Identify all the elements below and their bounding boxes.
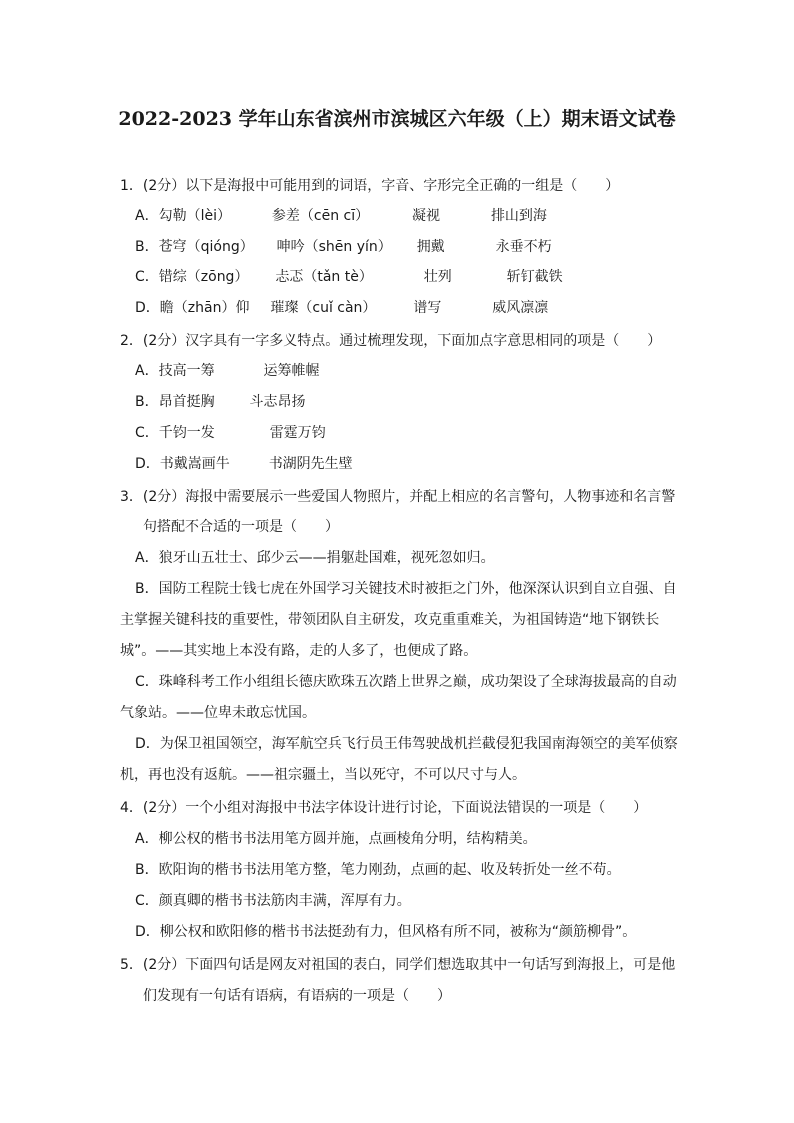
question-1-stem: 1．(2分）以下是海报中可能用到的词语，字音、字形完全正确的一组是（ ） xyxy=(120,178,620,194)
question-3-option-d-cont: 机，再也没有返航。——祖宗疆土，当以死守，不可以尺寸与人。 xyxy=(120,767,526,783)
question-2-option-c xyxy=(135,424,326,442)
question-3-stem-cont: 句搭配不合适的一项是（ ） xyxy=(143,519,339,535)
question-4-option-c: C．颜真卿的楷书书法筋肉丰满，浑厚有力。 xyxy=(135,893,411,909)
question-2-stem: 2．(2分）汉字具有一字多义特点。通过梳理发现，下面加点字意思相同的项是（ ） xyxy=(120,333,662,349)
option-word-2: 凝视 xyxy=(412,208,441,224)
question-3-option-b-cont: 城”。——其实地上本没有路，走的人多了，也便成了路。 xyxy=(120,643,478,659)
question-3-option-a: A．狼牙山五壮士、邱少云——捐躯赴国难，视死忽如归。 xyxy=(135,550,495,566)
question-4-stem: 4．(2分）一个小组对海报中书法字体设计进行讨论，下面说法错误的一项是（ ） xyxy=(120,800,648,816)
exam-title: 2022-2023 学年山东省滨州市滨城区六年级（上）期末语文试卷 xyxy=(118,108,676,130)
question-1-option-a xyxy=(135,207,547,225)
option-label: D．书戴嵩画牛 xyxy=(135,456,230,472)
question-4-option-d: D．柳公权和欧阳修的楷书书法挺劲有力，但风格有所不同，被称为“颜筋柳骨”。 xyxy=(135,924,637,940)
option-label: A．技高一筹 xyxy=(135,363,215,379)
question-3-option-c: C．珠峰科考工作小组组长德庆欧珠五次踏上世界之巅，成功架设了全球海拔最高的自动 xyxy=(135,674,677,690)
option-word-3: 威风凛凛 xyxy=(492,300,549,316)
option-word-2: 壮列 xyxy=(423,269,452,285)
option-label: B．昂首挺胸 xyxy=(135,394,215,410)
option-word-1: 运筹帷幄 xyxy=(263,363,320,379)
option-word-1: 书湖阴先生壁 xyxy=(268,456,353,472)
option-word-1: 参差（cēn cī） xyxy=(271,208,370,224)
question-2-option-b xyxy=(135,393,306,411)
option-label: C．千钧一发 xyxy=(135,425,215,441)
option-label: B．苍穹（qióng） xyxy=(135,239,254,255)
question-4-option-b: B．欧阳询的楷书书法用笔方整，笔力刚劲，点画的起、收及转折处一丝不苟。 xyxy=(135,862,621,878)
option-word-1: 忐忑（tǎn tè） xyxy=(275,269,373,285)
option-word-2: 谱写 xyxy=(413,300,442,316)
option-word-3: 永垂不朽 xyxy=(495,239,552,255)
option-word-3: 斩钉截铁 xyxy=(506,269,563,285)
question-5-stem: 5．(2分）下面四句话是网友对祖国的表白，同学们想选取其中一句话写到海报上，可是他 xyxy=(120,957,676,973)
option-word-3: 排山到海 xyxy=(490,208,547,224)
question-3-stem: 3．(2分）海报中需要展示一些爱国人物照片，并配上相应的名言警句，人物事迹和名言警 xyxy=(120,489,676,505)
question-1-option-d xyxy=(135,299,548,317)
option-word-1: 斗志昂扬 xyxy=(249,394,306,410)
question-2-option-d xyxy=(135,455,353,473)
question-3-option-d: D．为保卫祖国领空，海军航空兵飞行员王伟驾驶战机拦截侵犯我国南海领空的美军侦察 xyxy=(135,736,678,752)
option-word-2: 拥戴 xyxy=(416,239,445,255)
question-4-option-a: A．柳公权的楷书书法用笔方圆并施，点画棱角分明，结构精美。 xyxy=(135,831,537,847)
option-word-1: 呻吟（shēn yín） xyxy=(276,239,392,255)
question-1-option-c xyxy=(135,268,563,286)
question-3-option-b-cont: 主掌握关键科技的重要性，带领团队自主研发，攻克重重难关，为祖国铸造“地下钢铁长 xyxy=(120,612,660,628)
question-5-stem-cont: 们发现有一句话有语病，有语病的一项是（ ） xyxy=(143,988,451,1004)
question-3-option-b: B．国防工程院士钱七虎在外国学习关键技术时被拒之门外，他深深认识到自立自强、自 xyxy=(135,581,677,597)
option-word-1: 璀璨（cuǐ càn） xyxy=(270,300,377,316)
question-1-option-b xyxy=(135,238,552,256)
option-word-1: 雷霆万钧 xyxy=(269,425,326,441)
question-3-option-c-cont: 气象站。——位卑未敢忘忧国。 xyxy=(120,705,316,721)
option-label: A．勾勒（lèi） xyxy=(135,208,231,224)
question-2-option-a xyxy=(135,362,319,380)
option-label: C．错综（zōng） xyxy=(135,269,249,285)
option-label: D．瞻（zhān）仰 xyxy=(135,300,250,316)
